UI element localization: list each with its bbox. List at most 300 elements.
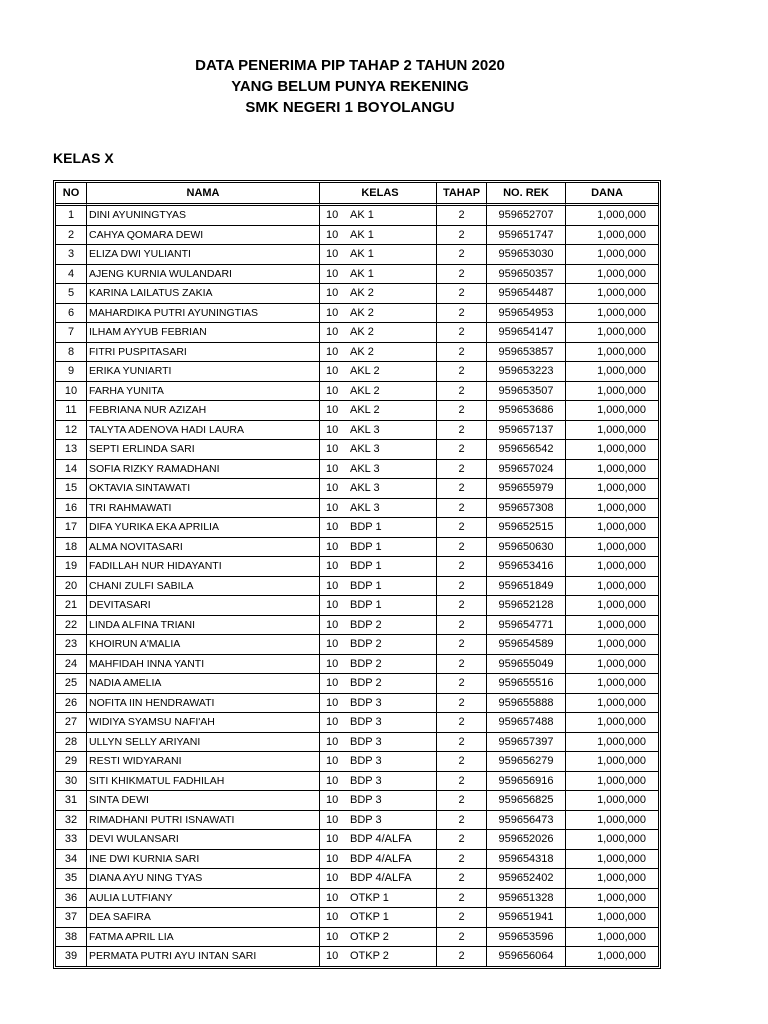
cell-no-rek: 959656825 xyxy=(487,791,566,811)
table-row xyxy=(56,499,658,519)
cell-kelas-name: AKL 2 xyxy=(350,404,380,417)
cell-tahap: 2 xyxy=(437,733,487,753)
header-no: NO xyxy=(56,183,87,206)
cell-kelas xyxy=(320,596,437,616)
cell-tahap: 2 xyxy=(437,323,487,343)
cell-no: 6 xyxy=(56,304,87,324)
cell-tahap: 2 xyxy=(437,421,487,441)
cell-dana: 1,000,000 xyxy=(566,811,658,831)
cell-dana: 1,000,000 xyxy=(566,284,658,304)
cell-tahap: 2 xyxy=(437,694,487,714)
cell-kelas-name: BDP 1 xyxy=(350,599,382,612)
cell-tahap: 2 xyxy=(437,869,487,889)
cell-nama: INE DWI KURNIA SARI xyxy=(87,850,320,870)
cell-no-rek: 959657308 xyxy=(487,499,566,519)
table-row xyxy=(56,733,658,753)
cell-tingkat: 10 xyxy=(326,618,339,631)
cell-kelas xyxy=(320,616,437,636)
cell-nama: PERMATA PUTRI AYU INTAN SARI xyxy=(87,947,320,966)
table-row xyxy=(56,752,658,772)
section-title: KELAS X xyxy=(53,150,114,166)
cell-nama: ERIKA YUNIARTI xyxy=(87,362,320,382)
cell-kelas-name: AK 1 xyxy=(350,209,374,222)
cell-tahap: 2 xyxy=(437,674,487,694)
table-row xyxy=(56,928,658,948)
cell-dana: 1,000,000 xyxy=(566,499,658,519)
cell-no: 10 xyxy=(56,382,87,402)
table-row xyxy=(56,401,658,421)
cell-nama: DEA SAFIRA xyxy=(87,908,320,928)
cell-kelas xyxy=(320,830,437,850)
cell-no-rek: 959652402 xyxy=(487,869,566,889)
cell-kelas xyxy=(320,518,437,538)
cell-nama: FEBRIANA NUR AZIZAH xyxy=(87,401,320,421)
table-row xyxy=(56,440,658,460)
cell-no-rek: 959654487 xyxy=(487,284,566,304)
cell-kelas xyxy=(320,245,437,265)
table-row xyxy=(56,772,658,792)
cell-nama: CAHYA QOMARA DEWI xyxy=(87,226,320,246)
cell-kelas-name: BDP 3 xyxy=(350,696,382,709)
cell-dana: 1,000,000 xyxy=(566,323,658,343)
cell-tingkat: 10 xyxy=(326,521,339,534)
cell-tahap: 2 xyxy=(437,557,487,577)
cell-tahap: 2 xyxy=(437,577,487,597)
cell-no-rek: 959653223 xyxy=(487,362,566,382)
cell-kelas xyxy=(320,811,437,831)
cell-nama: TALYTA ADENOVA HADI LAURA xyxy=(87,421,320,441)
header-kelas: KELAS xyxy=(320,183,437,206)
header-tahap: TAHAP xyxy=(437,183,487,206)
cell-tahap: 2 xyxy=(437,362,487,382)
cell-dana: 1,000,000 xyxy=(597,950,646,963)
cell-no: 33 xyxy=(56,830,87,850)
cell-kelas-name: AK 2 xyxy=(350,326,374,339)
cell-nama: DEVITASARI xyxy=(87,596,320,616)
cell-nama: ULLYN SELLY ARIYANI xyxy=(87,733,320,753)
cell-dana: 1,000,000 xyxy=(566,596,658,616)
cell-kelas-name: BDP 1 xyxy=(350,579,382,592)
cell-tingkat: 10 xyxy=(326,677,339,690)
cell-tahap: 2 xyxy=(437,596,487,616)
cell-tahap: 2 xyxy=(437,752,487,772)
cell-tahap: 2 xyxy=(437,518,487,538)
cell-no-rek: 959656542 xyxy=(487,440,566,460)
cell-tingkat: 10 xyxy=(326,482,339,495)
cell-kelas-name: BDP 1 xyxy=(350,560,382,573)
cell-kelas-name: OTKP 2 xyxy=(350,930,389,943)
cell-dana: 1,000,000 xyxy=(566,713,658,733)
cell-kelas-name: BDP 3 xyxy=(350,813,382,826)
cell-tingkat: 10 xyxy=(326,228,339,241)
cell-tingkat: 10 xyxy=(326,443,339,456)
cell-tahap: 2 xyxy=(437,479,487,499)
cell-kelas-name: AKL 3 xyxy=(350,482,380,495)
cell-no-rek: 959653686 xyxy=(487,401,566,421)
cell-no: 7 xyxy=(56,323,87,343)
cell-no: 29 xyxy=(56,752,87,772)
cell-tahap: 2 xyxy=(437,440,487,460)
cell-no: 32 xyxy=(56,811,87,831)
table-row xyxy=(56,265,658,285)
cell-tahap: 2 xyxy=(437,889,487,909)
cell-nama: MAHFIDAH INNA YANTI xyxy=(87,655,320,675)
document-title xyxy=(0,55,700,118)
cell-tahap: 2 xyxy=(437,908,487,928)
cell-nama: KARINA LAILATUS ZAKIA xyxy=(87,284,320,304)
cell-kelas-name: BDP 2 xyxy=(350,677,382,690)
cell-kelas-name: BDP 2 xyxy=(350,638,382,651)
cell-kelas xyxy=(320,733,437,753)
cell-nama: SEPTI ERLINDA SARI xyxy=(87,440,320,460)
cell-kelas xyxy=(320,908,437,928)
table-row xyxy=(56,343,658,363)
cell-dana: 1,000,000 xyxy=(566,362,658,382)
cell-tahap: 2 xyxy=(437,850,487,870)
table-row xyxy=(56,518,658,538)
cell-nama: FADILLAH NUR HIDAYANTI xyxy=(87,557,320,577)
cell-tahap: 2 xyxy=(437,284,487,304)
cell-nama: DIFA YURIKA EKA APRILIA xyxy=(87,518,320,538)
cell-no: 8 xyxy=(56,343,87,363)
cell-tingkat: 10 xyxy=(326,540,339,553)
table-row xyxy=(56,460,658,480)
cell-nama: RESTI WIDYARANI xyxy=(87,752,320,772)
cell-no-rek: 959652515 xyxy=(487,518,566,538)
cell-kelas-name: BDP 4/ALFA xyxy=(350,852,412,865)
cell-kelas xyxy=(320,713,437,733)
cell-dana: 1,000,000 xyxy=(566,343,658,363)
cell-no-rek: 959654147 xyxy=(487,323,566,343)
cell-no-rek: 959652026 xyxy=(487,830,566,850)
cell-no: 20 xyxy=(56,577,87,597)
cell-tahap: 2 xyxy=(437,635,487,655)
cell-tahap: 2 xyxy=(437,206,487,226)
cell-kelas-name: BDP 1 xyxy=(350,540,382,553)
cell-tingkat: 10 xyxy=(326,404,339,417)
cell-no: 23 xyxy=(56,635,87,655)
cell-tingkat: 10 xyxy=(326,501,339,514)
cell-dana: 1,000,000 xyxy=(566,869,658,889)
table-row xyxy=(56,908,658,928)
cell-no: 1 xyxy=(56,206,87,226)
cell-kelas-name: OTKP 1 xyxy=(350,911,389,924)
cell-no-rek: 959651849 xyxy=(487,577,566,597)
cell-no: 36 xyxy=(56,889,87,909)
cell-kelas xyxy=(320,206,437,226)
cell-dana: 1,000,000 xyxy=(566,265,658,285)
cell-tahap: 2 xyxy=(437,713,487,733)
cell-kelas-name: AKL 2 xyxy=(350,384,380,397)
table-row xyxy=(56,538,658,558)
table-row xyxy=(56,382,658,402)
cell-dana: 1,000,000 xyxy=(566,850,658,870)
table-body xyxy=(56,206,658,966)
cell-tingkat: 10 xyxy=(326,657,339,670)
cell-nama: ALMA NOVITASARI xyxy=(87,538,320,558)
table-row xyxy=(56,323,658,343)
cell-dana: 1,000,000 xyxy=(566,460,658,480)
table-row xyxy=(56,304,658,324)
cell-no: 2 xyxy=(56,226,87,246)
cell-tahap: 2 xyxy=(437,616,487,636)
cell-no: 11 xyxy=(56,401,87,421)
cell-kelas-name: AK 1 xyxy=(350,248,374,261)
cell-dana: 1,000,000 xyxy=(566,791,658,811)
table-row xyxy=(56,811,658,831)
cell-no: 28 xyxy=(56,733,87,753)
cell-tingkat: 10 xyxy=(326,891,339,904)
cell-nama: DINI AYUNINGTYAS xyxy=(87,206,320,226)
cell-kelas xyxy=(320,226,437,246)
cell-kelas xyxy=(320,382,437,402)
cell-tingkat: 10 xyxy=(326,462,339,475)
cell-no-rek: 959654953 xyxy=(487,304,566,324)
cell-tahap: 2 xyxy=(437,401,487,421)
cell-nama: RIMADHANI PUTRI ISNAWATI xyxy=(87,811,320,831)
cell-nama: TRI RAHMAWATI xyxy=(87,499,320,519)
cell-kelas-name: AKL 3 xyxy=(350,443,380,456)
header-no-rek: NO. REK xyxy=(487,183,566,206)
cell-kelas xyxy=(320,694,437,714)
cell-kelas-name: BDP 3 xyxy=(350,716,382,729)
cell-no: 18 xyxy=(56,538,87,558)
cell-tahap: 2 xyxy=(437,947,487,966)
cell-tingkat: 10 xyxy=(326,267,339,280)
cell-dana: 1,000,000 xyxy=(566,772,658,792)
cell-kelas-name: AK 2 xyxy=(350,306,374,319)
cell-tingkat: 10 xyxy=(326,852,339,865)
cell-no-rek: 959653857 xyxy=(487,343,566,363)
cell-kelas xyxy=(320,323,437,343)
cell-tahap: 2 xyxy=(437,265,487,285)
recipient-table xyxy=(53,180,661,969)
cell-tahap: 2 xyxy=(437,538,487,558)
cell-kelas xyxy=(320,265,437,285)
cell-no-rek: 959657137 xyxy=(487,421,566,441)
cell-no: 17 xyxy=(56,518,87,538)
cell-nama: NOFITA IIN HENDRAWATI xyxy=(87,694,320,714)
cell-no-rek: 959656473 xyxy=(487,811,566,831)
cell-kelas-name: BDP 2 xyxy=(350,657,382,670)
table-row xyxy=(56,713,658,733)
cell-dana: 1,000,000 xyxy=(566,401,658,421)
cell-no-rek: 959655516 xyxy=(487,674,566,694)
table-row xyxy=(56,421,658,441)
cell-kelas-name: AKL 2 xyxy=(350,365,380,378)
cell-no: 15 xyxy=(56,479,87,499)
table-row xyxy=(56,947,658,966)
cell-nama: AJENG KURNIA WULANDARI xyxy=(87,265,320,285)
cell-no: 19 xyxy=(56,557,87,577)
cell-kelas-name: AK 1 xyxy=(350,267,374,280)
cell-kelas-name: BDP 3 xyxy=(350,755,382,768)
cell-no: 22 xyxy=(56,616,87,636)
cell-tahap: 2 xyxy=(437,343,487,363)
cell-kelas xyxy=(320,440,437,460)
cell-dana: 1,000,000 xyxy=(566,928,658,948)
cell-no: 16 xyxy=(56,499,87,519)
cell-tingkat: 10 xyxy=(326,833,339,846)
cell-no: 30 xyxy=(56,772,87,792)
table-row xyxy=(56,284,658,304)
cell-nama: FITRI PUSPITASARI xyxy=(87,343,320,363)
cell-nama: NADIA AMELIA xyxy=(87,674,320,694)
cell-nama: SOFIA RIZKY RAMADHANI xyxy=(87,460,320,480)
header-dana: DANA xyxy=(566,183,658,206)
cell-no-rek: 959657488 xyxy=(487,713,566,733)
table-row xyxy=(56,245,658,265)
cell-nama: OKTAVIA SINTAWATI xyxy=(87,479,320,499)
cell-tingkat: 10 xyxy=(326,794,339,807)
table-row xyxy=(56,655,658,675)
cell-dana: 1,000,000 xyxy=(566,752,658,772)
cell-dana: 1,000,000 xyxy=(566,908,658,928)
cell-tingkat: 10 xyxy=(326,384,339,397)
cell-tahap: 2 xyxy=(437,928,487,948)
cell-no: 26 xyxy=(56,694,87,714)
cell-tingkat: 10 xyxy=(326,930,339,943)
cell-dana: 1,000,000 xyxy=(566,538,658,558)
cell-dana: 1,000,000 xyxy=(566,382,658,402)
cell-kelas xyxy=(320,772,437,792)
cell-no-rek: 959652128 xyxy=(487,596,566,616)
table-row xyxy=(56,850,658,870)
cell-dana: 1,000,000 xyxy=(566,245,658,265)
cell-no-rek: 959654318 xyxy=(487,850,566,870)
cell-no: 21 xyxy=(56,596,87,616)
cell-tingkat: 10 xyxy=(326,345,339,358)
cell-dana: 1,000,000 xyxy=(566,421,658,441)
cell-no-rek: 959653596 xyxy=(487,928,566,948)
cell-nama: AULIA LUTFIANY xyxy=(87,889,320,909)
cell-kelas xyxy=(320,499,437,519)
cell-kelas-name: BDP 4/ALFA xyxy=(350,833,412,846)
cell-nama: LINDA ALFINA TRIANI xyxy=(87,616,320,636)
cell-tingkat: 10 xyxy=(326,774,339,787)
cell-kelas-name: BDP 3 xyxy=(350,794,382,807)
table-row xyxy=(56,830,658,850)
cell-dana: 1,000,000 xyxy=(566,674,658,694)
cell-no-rek: 959656064 xyxy=(487,947,566,966)
cell-kelas xyxy=(320,538,437,558)
cell-no-rek: 959653030 xyxy=(487,245,566,265)
cell-kelas-name: AKL 3 xyxy=(350,462,380,475)
table-row xyxy=(56,226,658,246)
cell-nama: FARHA YUNITA xyxy=(87,382,320,402)
cell-kelas xyxy=(320,791,437,811)
cell-no: 34 xyxy=(56,850,87,870)
cell-no-rek: 959651941 xyxy=(487,908,566,928)
cell-dana: 1,000,000 xyxy=(566,226,658,246)
cell-no: 12 xyxy=(56,421,87,441)
cell-kelas-name: BDP 2 xyxy=(350,618,382,631)
table-row xyxy=(56,869,658,889)
cell-tahap: 2 xyxy=(437,772,487,792)
cell-tahap: 2 xyxy=(437,499,487,519)
cell-no: 3 xyxy=(56,245,87,265)
cell-no-rek: 959654589 xyxy=(487,635,566,655)
cell-kelas xyxy=(320,479,437,499)
cell-no: 4 xyxy=(56,265,87,285)
cell-dana: 1,000,000 xyxy=(566,655,658,675)
cell-tahap: 2 xyxy=(437,245,487,265)
title-line-1: DATA PENERIMA PIP TAHAP 2 TAHUN 2020 xyxy=(195,57,505,74)
cell-tingkat: 10 xyxy=(326,638,339,651)
cell-tingkat: 10 xyxy=(326,696,339,709)
cell-nama: SINTA DEWI xyxy=(87,791,320,811)
cell-no-rek: 959651328 xyxy=(487,889,566,909)
cell-kelas-name: AKL 3 xyxy=(350,501,380,514)
cell-dana: 1,000,000 xyxy=(566,694,658,714)
cell-no: 31 xyxy=(56,791,87,811)
cell-tingkat: 10 xyxy=(326,306,339,319)
cell-no: 24 xyxy=(56,655,87,675)
table-row xyxy=(56,616,658,636)
cell-tingkat: 10 xyxy=(326,716,339,729)
table-row xyxy=(56,577,658,597)
cell-tahap: 2 xyxy=(437,304,487,324)
cell-no: 35 xyxy=(56,869,87,889)
cell-kelas xyxy=(320,557,437,577)
cell-kelas-name: BDP 3 xyxy=(350,735,382,748)
cell-kelas xyxy=(320,460,437,480)
cell-no: 13 xyxy=(56,440,87,460)
cell-kelas xyxy=(320,752,437,772)
title-line-2: YANG BELUM PUNYA REKENING xyxy=(231,78,469,95)
table-row xyxy=(56,791,658,811)
cell-kelas xyxy=(320,947,437,966)
cell-tingkat: 10 xyxy=(326,950,339,963)
cell-no-rek: 959653507 xyxy=(487,382,566,402)
cell-tingkat: 10 xyxy=(326,872,339,885)
cell-tahap: 2 xyxy=(437,811,487,831)
table-row xyxy=(56,206,658,226)
cell-kelas-name: AK 2 xyxy=(350,287,374,300)
cell-tahap: 2 xyxy=(437,460,487,480)
cell-no-rek: 959655049 xyxy=(487,655,566,675)
cell-no-rek: 959657024 xyxy=(487,460,566,480)
cell-tingkat: 10 xyxy=(326,209,339,222)
table-row xyxy=(56,596,658,616)
cell-no-rek: 959656279 xyxy=(487,752,566,772)
cell-tingkat: 10 xyxy=(326,911,339,924)
cell-dana: 1,000,000 xyxy=(566,889,658,909)
cell-dana: 1,000,000 xyxy=(566,304,658,324)
cell-kelas-name: AKL 3 xyxy=(350,423,380,436)
cell-no-rek: 959655888 xyxy=(487,694,566,714)
cell-kelas xyxy=(320,304,437,324)
cell-kelas xyxy=(320,401,437,421)
cell-nama: DEVI WULANSARI xyxy=(87,830,320,850)
cell-no-rek: 959650357 xyxy=(487,265,566,285)
cell-dana: 1,000,000 xyxy=(566,733,658,753)
cell-tingkat: 10 xyxy=(326,365,339,378)
table-row xyxy=(56,889,658,909)
cell-nama: ILHAM AYYUB FEBRIAN xyxy=(87,323,320,343)
table-row xyxy=(56,635,658,655)
cell-nama: FATMA APRIL LIA xyxy=(87,928,320,948)
cell-kelas-name: AK 2 xyxy=(350,345,374,358)
cell-tingkat: 10 xyxy=(326,423,339,436)
cell-dana: 1,000,000 xyxy=(566,635,658,655)
cell-dana: 1,000,000 xyxy=(566,830,658,850)
cell-kelas xyxy=(320,343,437,363)
cell-tingkat: 10 xyxy=(326,287,339,300)
cell-kelas-name: BDP 3 xyxy=(350,774,382,787)
cell-kelas-name: BDP 1 xyxy=(350,521,382,534)
cell-dana: 1,000,000 xyxy=(566,206,658,226)
